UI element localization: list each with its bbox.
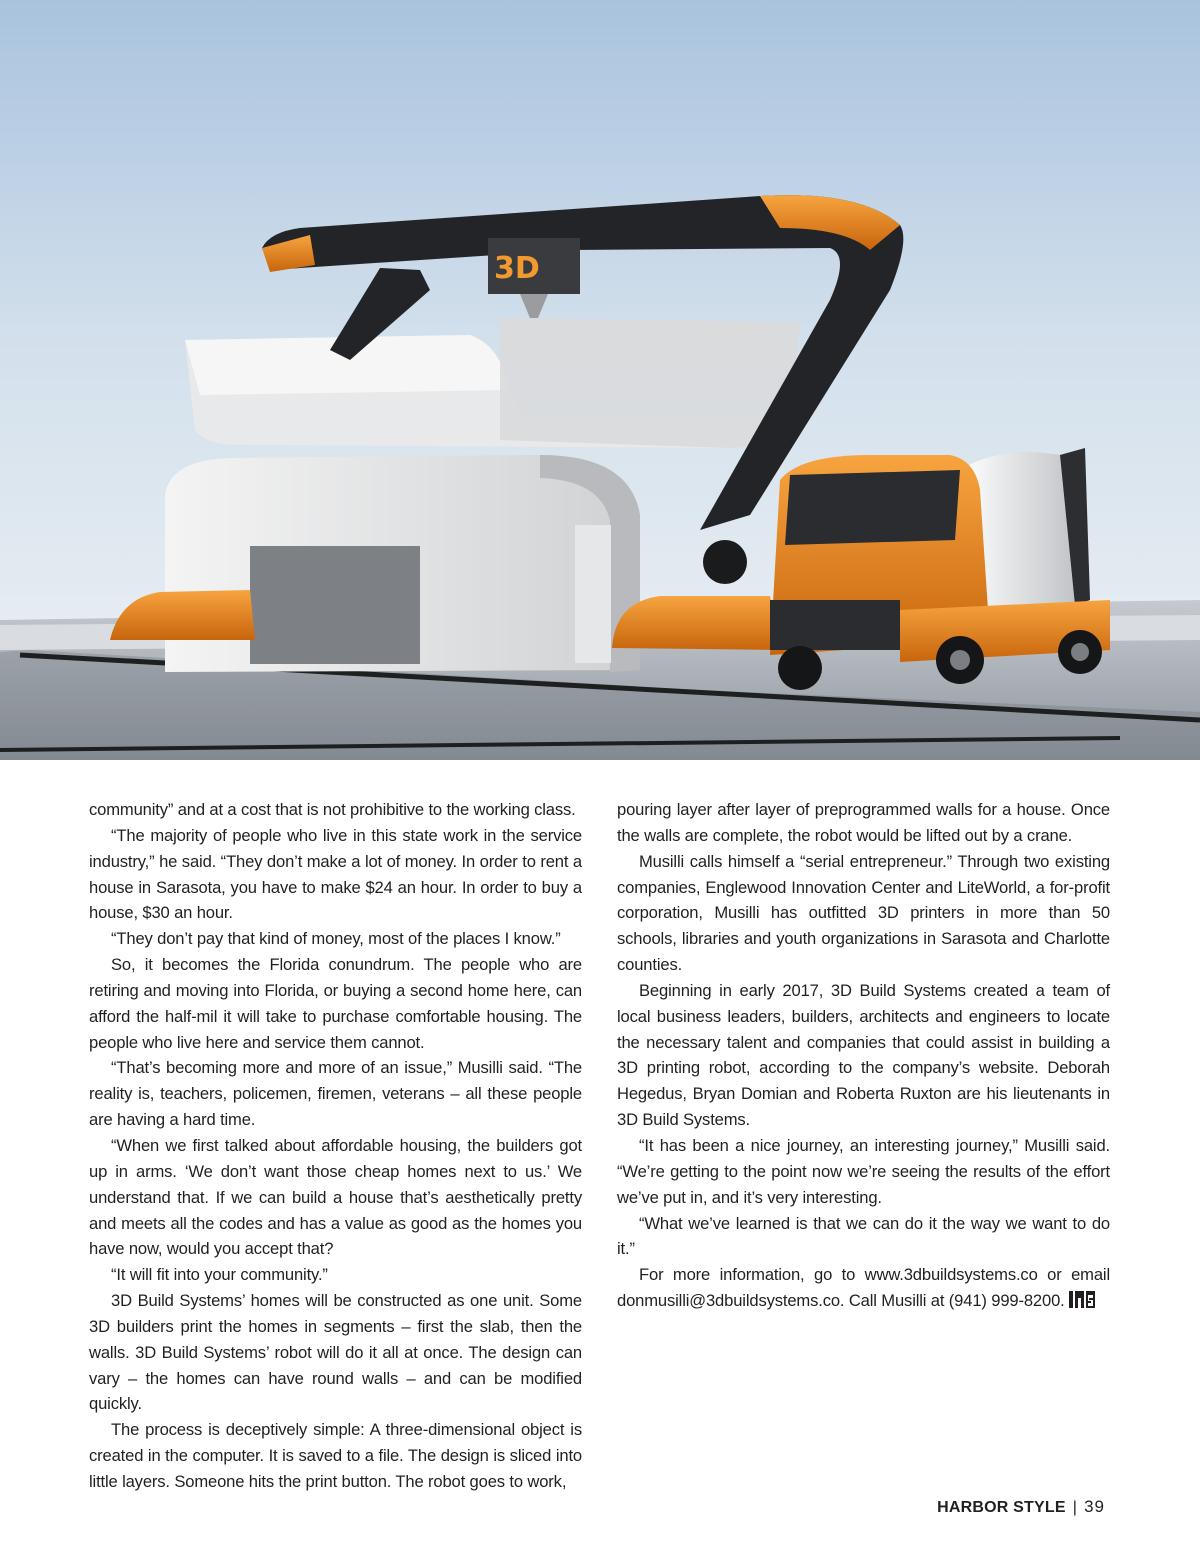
paragraph: “The majority of people who live in this state work in the service industry,” he said. “They don’t make a lot of money. In order to rent a house in Sarasota, you have to make $24 an hour. In order to buy a house, $30 an hour. [89, 825, 582, 923]
closing-paragraph [617, 1262, 1110, 1314]
printer-label: 3D [494, 251, 540, 286]
paragraph: “When we first talked about affordable housing, the builders got up in arms. ‘We don’t want those cheap homes next to us.’ We understand that. If we can build a house that’s aesthetically pretty and meets all the codes and has a value as good as the homes you have now, would you accept that? [89, 1135, 582, 1259]
paragraph: Musilli calls himself a “serial entrepreneur.” Through two existing companies, Englewood Innovation Center and LiteWorld, a for-profit corporation, Musilli has outfitted 3D printers in more than 50 schools, libraries and youth organizations in Sarasota and Charlotte counties. [617, 851, 1110, 975]
article-left-column [89, 797, 582, 1495]
paragraph: Beginning in early 2017, 3D Build Systems created a team of local business leaders, builders, architects and engineers to locate the necessary talent and companies that could assist in building a 3D printing robot, according to the company’s website. Deborah Hegedus, Bryan Domian and Roberta Ruxton are his lieutenants in 3D Build Systems. [617, 980, 1110, 1130]
paragraph: 3D Build Systems’ homes will be constructed as one unit. Some 3D builders print the homes in segments – first the slab, then the walls. 3D Build Systems’ robot will do it all at once. The design can vary – the homes can have round walls – and can be modified quickly. [89, 1291, 582, 1414]
page-number: 39 [1084, 1497, 1105, 1516]
paragraph: “They don’t pay that kind of money, most of the places I know.” [111, 929, 561, 949]
paragraph: pouring layer after layer of preprogrammed walls for a house. Once the walls are complete, the robot would be lifted out by a crane. [617, 800, 1110, 845]
publication-name: HARBOR STYLE [937, 1499, 1066, 1516]
paragraph: “That’s becoming more and more of an issue,” Musilli said. “The reality is, teachers, policemen, firemen, veterans – all these people are having a hard time. [89, 1058, 582, 1130]
paragraph: “It has been a nice journey, an interesting journey,” Musilli said. “We’re getting to the point now we’re seeing the results of the effort we’ve put in, and it’s very interesting. [617, 1135, 1110, 1207]
contact-text: For more information, go to www.3dbuildsystems.co or email donmusilli@3dbuildsystems.co. Call Musilli at (941) 999-8200. [617, 1265, 1110, 1311]
footer-separator: | [1072, 1499, 1078, 1516]
paragraph: “What we’ve learned is that we can do it the way we want to do it.” [617, 1213, 1110, 1259]
paragraph: The process is deceptively simple: A three-dimensional object is created in the computer. It is saved to a file. The design is sliced into little layers. Someone hits the print button. The robot goes to work, [89, 1420, 582, 1491]
paragraph: “It will fit into your community.” [111, 1265, 328, 1285]
paragraph: community” and at a cost that is not prohibitive to the working class. [89, 800, 576, 819]
page-footer [937, 1497, 1105, 1517]
hero-illustration [0, 0, 1200, 760]
end-mark-icon [1069, 1291, 1095, 1308]
article-right-column [617, 797, 1110, 1314]
paragraph: So, it becomes the Florida conundrum. The people who are retiring and moving into Florida, or buying a second home here, can afford the half-mil it will take to purchase comfortable housing. The people who live here and service them cannot. [89, 955, 582, 1052]
